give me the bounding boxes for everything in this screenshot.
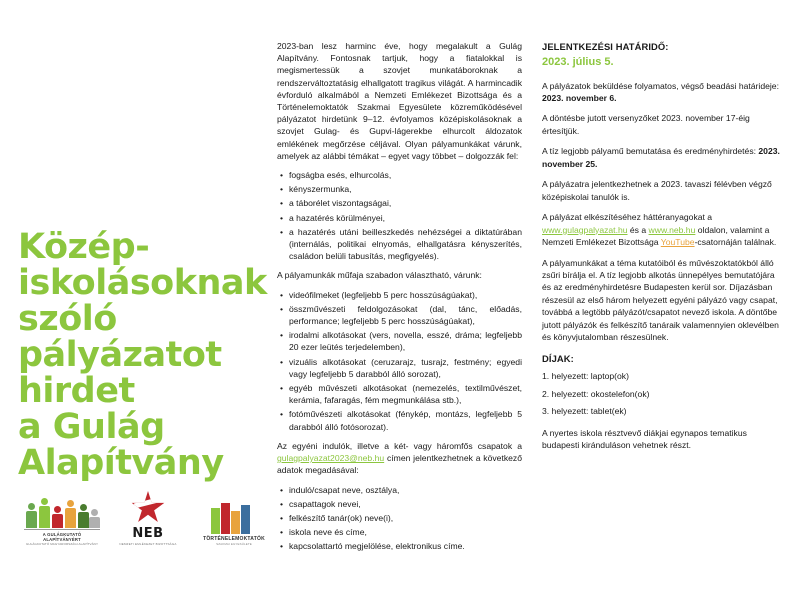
headline-line-1: Közép- [18, 227, 150, 267]
list-item: • fogságba esés, elhurcolás, [289, 169, 522, 181]
main-text-column [277, 40, 522, 560]
gulagpalyazat-link[interactable]: www.gulagpalyazat.hu [542, 224, 628, 235]
gulagkutato-logo-title: A GULÁGKUTATÓ ALAPÍTVÁNYÉRT [24, 529, 100, 542]
list-item: • videófilmeket (legfeljebb 5 perc hosszúságúakat), [289, 289, 522, 301]
background-after: -csatornáján találnak. [694, 237, 777, 248]
neb-logo-title: NEB [132, 526, 164, 541]
list-item: • irodalmi alkotásokat (vers, novella, esszé, dráma; legfeljebb 20 ezer leütés terjedelemben), [289, 329, 522, 353]
note-submission-date: 2023. november 6. [542, 93, 617, 104]
prizes-title: DÍJAK: [542, 352, 574, 364]
neb-link[interactable]: www.neb.hu [648, 224, 696, 235]
background-mid: és a [627, 224, 649, 235]
list-item: • fotóművészeti alkotásokat (fénykép, montázs, legfeljebb 5 darabból álló fotósorozat). [289, 408, 522, 432]
prize-item: 3. helyezett: tablet(ek) [542, 406, 627, 417]
application-fields-list [277, 484, 522, 553]
headline-line-2: iskolásoknak [18, 263, 267, 304]
list-item: • egyéb művészeti alkotásokat (nemezelés, textilművészet, kerámia, fafaragás, fém megmunkálása stb.), [289, 382, 522, 406]
prize-item: 2. helyezett: okostelefon(ok) [542, 388, 650, 399]
headline-line-5: hirdet [18, 371, 135, 412]
application-intro-after: címen jelentkezhetnek a következő adatok megadásával: [277, 453, 522, 476]
list-item: • csapattagok nevei, [289, 498, 522, 510]
list-item: • kapcsolattartó megjelölése, elektronikus címe. [289, 540, 522, 552]
application-intro-before: Az egyéni indulók, illetve a két- vagy háromfős csapatok a [277, 440, 522, 451]
tortenelemoktatok-logo-subtitle: SZAKMAI EGYESÜLETE [216, 542, 252, 546]
tortenelemoktatok-logo [198, 502, 270, 546]
list-item: • vizuális alkotásokat (ceruzarajz, tusrajz, festmény; egyedi vagy legfeljebb 5 darabból álló sorozat), [289, 356, 522, 380]
list-item: • a táborélet viszontagságai, [289, 197, 522, 209]
tortenelemoktatok-logo-title: TÖRTÉNELEMOKTATÓK [203, 536, 265, 542]
application-intro [277, 440, 522, 477]
topics-list [277, 169, 522, 262]
broken-star-icon [116, 491, 180, 527]
headline-line-6: a Gulág [18, 407, 165, 448]
note-results-text: A tíz legjobb pályamű bemutatása és eredményhirdetés: [542, 146, 759, 157]
headline-line-7: Alapítvány [18, 443, 224, 484]
prize-item: 1. helyezett: laptop(ok) [542, 371, 629, 382]
note-eligibility-text: A pályázatra jelentkezhetnek a 2023. tavaszi félévben végző középiskolai tanulók is. [542, 179, 772, 202]
closing-paragraph: A nyertes iskola résztvevő diákjai egynapos tematikus budapesti kiránduláson vehetnek részt. [542, 427, 747, 451]
list-item: • a hazatérés utáni beilleszkedés nehézségei a diktatúrában (internálás, politikai elnyomás, elhallgatásra kényszerítés, családon belüli tabusítás, megfigyelés). [289, 226, 522, 263]
list-item: • kényszermunka, [289, 183, 522, 195]
deadline-label: JELENTKEZÉSI HATÁRIDŐ: [542, 41, 669, 52]
formats-intro: A pályamunkák műfaja szabadon választható, várunk: [277, 270, 482, 281]
people-icon [24, 494, 100, 528]
list-item: • összművészeti feldolgozásokat (dal, tánc, előadás, performance; legfeljebb 5 perc hosszúságúakat), [289, 303, 522, 327]
youtube-link[interactable]: YouTube [660, 237, 695, 248]
note-results-date: 2023. november 25. [542, 146, 780, 169]
background-before: A pályázat elkészítéséhez háttéranyagokat a [542, 212, 713, 223]
note-submission-text: A pályázatok beküldése folyamatos, végső beadási határideje: [542, 80, 779, 91]
formats-list [277, 289, 522, 433]
deadline-date: 2023. július 5. [542, 55, 614, 68]
headline-line-4: pályázatot [18, 335, 222, 376]
list-item: • iskola neve és címe, [289, 526, 522, 538]
background-mid2: oldalon, valamint a Nemzeti Emlékezet Bizottsága [542, 224, 770, 248]
note-finalists [542, 112, 782, 137]
list-item: • felkészítő tanár(ok) neve(i), [289, 512, 522, 524]
application-email-link[interactable]: gulagpalyazat2023@neb.hu [277, 453, 385, 464]
list-item: • a hazatérés körülményei, [289, 212, 522, 224]
gulagkutato-logo-subtitle: GULÁGKUTATÓ MAGYARORSZÁGI ALAPÍTVÁNY [25, 542, 99, 546]
books-icon [211, 502, 257, 534]
list-item: • induló/csapat neve, osztálya, [289, 484, 522, 496]
background-materials [542, 211, 782, 248]
note-eligibility [542, 178, 782, 203]
logo-row [24, 486, 264, 546]
neb-logo-subtitle: NEMZETI EMLÉKEZET BIZOTTSÁGA [119, 542, 177, 546]
left-column [14, 34, 267, 574]
sidebar-column [542, 40, 782, 460]
intro-paragraph: 2023-ban lesz harminc éve, hogy megalakult a Gulág Alapítvány. Fontosnak tartjuk, hogy a fiatalokkal is megismertessük a szovjet munkatáboroknak a rendszerváltoztatásig elhallgatott tragikus világát. A harmincadik évforduló alkalmából a Nemzeti Emlékezet Bizottsága és a Történelemoktatók Szakmai Egyesülete közreműködésével pályázatot hirdetünk 9–12. évfolyamos középiskolásoknak a szovjet Gulag- és Gupvi-lágerekbe elhurcolt áldozatok emlékének megőrzése céljával. Olyan pályamunkákat várunk, amelyek az alábbi témákat – egyet vagy többet – dolgozzák fel: [277, 41, 522, 161]
page-title [18, 227, 268, 484]
note-submission [542, 80, 782, 105]
jury-paragraph: A pályamunkákat a téma kutatóiból és művészoktatókból álló zsűri bírálja el. A tíz legjobb alkotás ünnepélyes bemutatójára és az eredményhirdetésre Budapesten kerül sor. Díjazásban részesül az első három helyezett egyéni pályázó vagy csapat, továbbá a legtöbb pályázót/csapatot nevező iskola. A döntőbe jutott pályázók és felkészítő tanáraik valamennyien oklevélben és könyvjutalomban részesülnek. [542, 257, 779, 343]
gulagkutato-logo [24, 494, 100, 546]
headline-line-3: szóló [18, 299, 117, 340]
neb-logo [116, 491, 180, 546]
note-results [542, 145, 782, 170]
note-finalists-text: A döntésbe jutott versenyzőket 2023. november 17-éig értesítjük. [542, 113, 750, 136]
